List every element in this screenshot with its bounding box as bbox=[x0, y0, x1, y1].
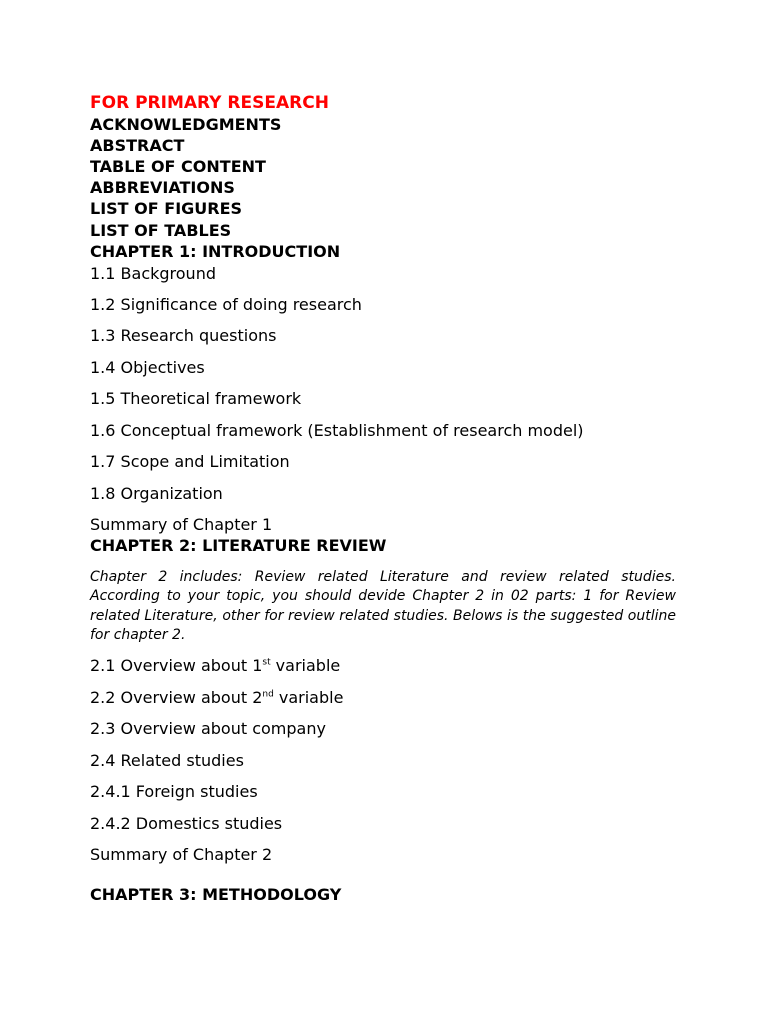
outline-item: 2.4.1 Foreign studies bbox=[90, 782, 258, 801]
outline-item-text: variable bbox=[270, 656, 341, 675]
chapter-1-heading: CHAPTER 1: INTRODUCTION bbox=[90, 242, 341, 261]
document-title: FOR PRIMARY RESEARCH bbox=[90, 93, 329, 113]
chapter-2-note: Chapter 2 includes: Review related Literature and review related studies. According to your topic, you should devide Chapter 2 in 02 parts: 1 for Review related Literature, other for review related studies. Belows is the suggested outline for chapter 2. bbox=[90, 569, 676, 643]
front-matter-table-of-content: TABLE OF CONTENT bbox=[90, 157, 266, 176]
outline-item: 1.3 Research questions bbox=[90, 326, 277, 345]
ordinal-suffix: nd bbox=[262, 689, 274, 700]
outline-item: 2.4.2 Domestics studies bbox=[90, 814, 283, 833]
front-matter-list-of-figures: LIST OF FIGURES bbox=[90, 199, 243, 218]
chapter-2-heading: CHAPTER 2: LITERATURE REVIEW bbox=[90, 536, 387, 555]
outline-item: 2.3 Overview about company bbox=[90, 719, 326, 738]
chapter-2-summary: Summary of Chapter 2 bbox=[90, 845, 273, 864]
outline-item: 1.6 Conceptual framework (Establishment of research model) bbox=[90, 421, 584, 440]
outline-item bbox=[90, 688, 343, 708]
outline-item: 1.2 Significance of doing research bbox=[90, 295, 362, 314]
chapter-1-summary: Summary of Chapter 1 bbox=[90, 515, 273, 534]
outline-item: 1.4 Objectives bbox=[90, 358, 205, 377]
outline-item: 1.5 Theoretical framework bbox=[90, 389, 302, 408]
outline-item-text: 2.1 Overview about 1 bbox=[90, 656, 263, 675]
ordinal-suffix: st bbox=[262, 657, 271, 668]
outline-item-text: variable bbox=[273, 688, 344, 707]
outline-item bbox=[90, 656, 340, 676]
outline-item: 1.7 Scope and Limitation bbox=[90, 452, 290, 471]
front-matter-abbreviations: ABBREVIATIONS bbox=[90, 178, 235, 197]
front-matter-list-of-tables: LIST OF TABLES bbox=[90, 221, 232, 240]
outline-item: 2.4 Related studies bbox=[90, 751, 244, 770]
front-matter-abstract: ABSTRACT bbox=[90, 136, 185, 155]
chapter-3-heading: CHAPTER 3: METHODOLOGY bbox=[90, 885, 342, 904]
front-matter-acknowledgments: ACKNOWLEDGMENTS bbox=[90, 115, 282, 134]
outline-item: 1.8 Organization bbox=[90, 484, 223, 503]
outline-item: 1.1 Background bbox=[90, 264, 216, 283]
outline-item-text: 2.2 Overview about 2 bbox=[90, 688, 263, 707]
